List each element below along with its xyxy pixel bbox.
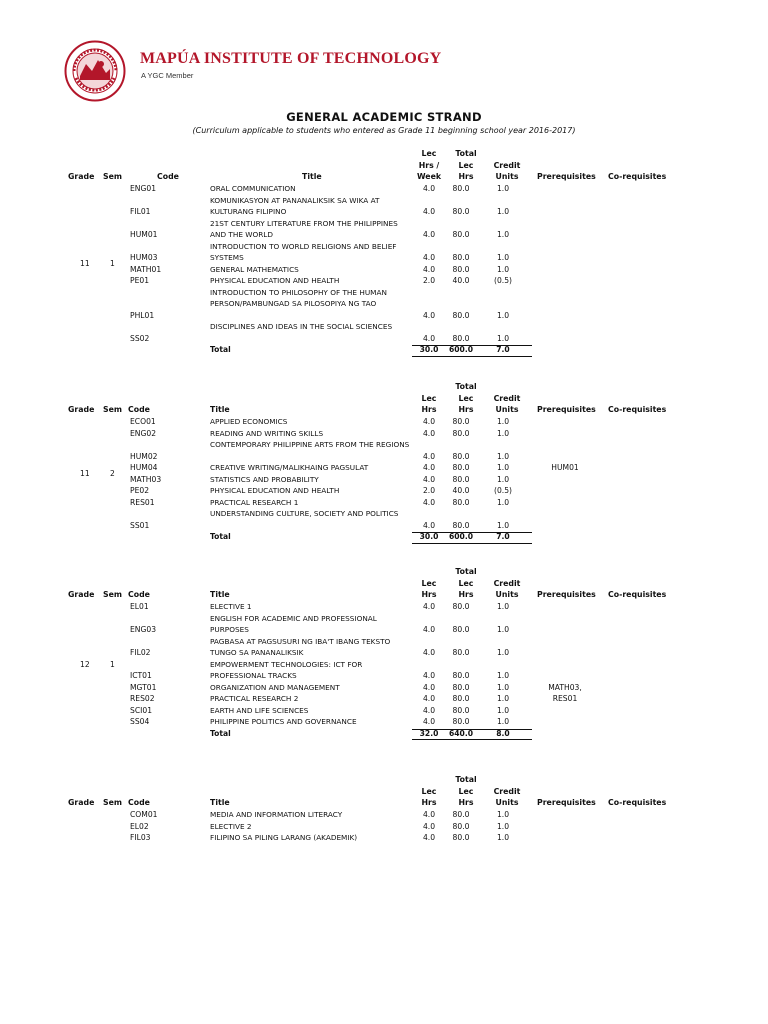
course-title: ORGANIZATION AND MANAGEMENT bbox=[210, 682, 340, 692]
semester-value: 1 bbox=[110, 659, 115, 669]
course-code: ENG02 bbox=[130, 428, 157, 438]
total-lec-hours: 80.0 bbox=[452, 497, 470, 507]
course-code: MGT01 bbox=[130, 682, 157, 692]
institution-name: MAPÚA INSTITUTE OF TECHNOLOGY bbox=[140, 50, 442, 67]
credit-units: 1.0 bbox=[496, 451, 510, 461]
course-code: FIL02 bbox=[130, 648, 151, 657]
grade-value: 12 bbox=[80, 659, 90, 669]
course-title: STATISTICS AND PROBABILITY bbox=[210, 474, 319, 484]
credit-units: 1.0 bbox=[496, 310, 510, 320]
course-title: CREATIVE WRITING/MALIKHAING PAGSULAT bbox=[210, 463, 369, 472]
lec-hours: 4.0 bbox=[422, 682, 436, 692]
column-header-total-lec-hrs: Lec bbox=[458, 578, 474, 588]
credit-units: 1.0 bbox=[496, 184, 510, 193]
total-lec-hours: 80.0 bbox=[452, 207, 470, 216]
course-code: FIL03 bbox=[130, 833, 151, 842]
course-code: ENG03 bbox=[130, 625, 157, 634]
lec-hours: 4.0 bbox=[422, 428, 436, 438]
total-lec-hours: 80.0 bbox=[452, 705, 470, 715]
course-title: UNDERSTANDING CULTURE, SOCIETY AND POLITICS bbox=[210, 509, 399, 518]
lec-hours: 4.0 bbox=[422, 463, 436, 472]
lec-hours: 4.0 bbox=[422, 451, 436, 461]
lec-hours: 4.0 bbox=[422, 497, 436, 507]
column-header-prerequisites: Prerequisites bbox=[537, 172, 596, 181]
total-lec-hours: 80.0 bbox=[452, 821, 470, 831]
column-header-code: Code bbox=[128, 590, 150, 599]
column-header-credit-units: Credit bbox=[493, 393, 521, 403]
course-code: ENG01 bbox=[130, 184, 157, 193]
course-title: PRACTICAL RESEARCH 2 bbox=[210, 694, 299, 703]
credit-units: 1.0 bbox=[496, 497, 510, 507]
grade-value: 11 bbox=[80, 468, 90, 478]
column-header-sem: Sem bbox=[103, 172, 123, 181]
course-title: GENERAL MATHEMATICS bbox=[210, 264, 299, 274]
total-rule-top bbox=[412, 532, 532, 533]
total-lec-hours: 80.0 bbox=[452, 602, 470, 611]
column-header-corequisites: Co-requisites bbox=[608, 590, 667, 599]
credit-units: (0.5) bbox=[493, 276, 512, 285]
column-header-sem: Sem bbox=[103, 798, 123, 807]
course-title: READING AND WRITING SKILLS bbox=[210, 428, 324, 438]
credit-units: 1.0 bbox=[496, 428, 510, 438]
total-lec-hours: 80.0 bbox=[452, 625, 470, 634]
credit-units: 1.0 bbox=[496, 264, 510, 274]
column-header-total-lec-hrs: Total bbox=[455, 775, 477, 784]
document-title: GENERAL ACADEMIC STRAND bbox=[286, 110, 482, 124]
column-header-code: Code bbox=[128, 798, 150, 807]
course-title: ORAL COMMUNICATION bbox=[210, 184, 296, 193]
grade-value: 11 bbox=[80, 258, 90, 268]
lec-hours: 4.0 bbox=[422, 821, 436, 831]
total-rule-top bbox=[412, 345, 532, 346]
lec-hours: 4.0 bbox=[422, 717, 436, 726]
document-subtitle: (Curriculum applicable to students who entered as Grade 11 beginning school year 2016-2017) bbox=[192, 126, 576, 135]
total-lec-hours-sum: 30.0 bbox=[419, 532, 439, 541]
semester-value: 1 bbox=[110, 258, 115, 268]
total-lec-hours-sum: 32.0 bbox=[419, 728, 439, 738]
total-lec-hours: 80.0 bbox=[452, 833, 470, 842]
total-lec-hours: 80.0 bbox=[452, 671, 470, 680]
lec-hours: 4.0 bbox=[422, 694, 436, 703]
credit-units: 1.0 bbox=[496, 821, 510, 831]
column-header-code: Code bbox=[128, 405, 150, 414]
lec-hours: 4.0 bbox=[422, 625, 436, 634]
course-code: RES01 bbox=[130, 497, 155, 507]
column-header-corequisites: Co-requisites bbox=[608, 172, 667, 181]
column-header-grade: Grade bbox=[68, 405, 95, 414]
column-header-lec-hrs: Hrs bbox=[421, 590, 437, 599]
course-title: MEDIA AND INFORMATION LITERACY bbox=[210, 810, 343, 819]
column-header-credit-units: Credit bbox=[493, 160, 521, 170]
column-header-grade: Grade bbox=[68, 798, 95, 807]
credit-units: 1.0 bbox=[496, 648, 510, 657]
lec-hours: 4.0 bbox=[422, 474, 436, 484]
credit-units: 1.0 bbox=[496, 417, 510, 426]
credit-units: 1.0 bbox=[496, 682, 510, 692]
lec-hours: 4.0 bbox=[422, 184, 436, 193]
credit-units: 1.0 bbox=[496, 230, 510, 239]
total-credit-units-sum: 7.0 bbox=[496, 532, 510, 541]
course-code: SCI01 bbox=[130, 705, 153, 715]
column-header-total-lec-hrs: Hrs bbox=[458, 590, 474, 599]
course-title: INTRODUCTION TO PHILOSOPHY OF THE HUMAN PERSON/PAMBUNGAD SA PILOSOPIYA NG TAO bbox=[210, 287, 387, 308]
lec-hours: 2.0 bbox=[422, 486, 436, 495]
column-header-total-lec-hrs: Hrs bbox=[458, 798, 474, 807]
course-code: ICT01 bbox=[130, 671, 152, 680]
column-header-total-lec-hrs: Total bbox=[455, 382, 477, 391]
total-lec-hours: 80.0 bbox=[452, 520, 470, 530]
credit-units: 1.0 bbox=[496, 625, 510, 634]
course-code: HUM02 bbox=[130, 451, 158, 461]
course-title: PRACTICAL RESEARCH 1 bbox=[210, 497, 299, 507]
column-header-lec-hrs: Hrs bbox=[421, 798, 437, 807]
course-code: COM01 bbox=[130, 810, 158, 819]
total-hours-sum: 640.0 bbox=[448, 728, 474, 738]
credit-units: 1.0 bbox=[496, 253, 510, 262]
lec-hours: 4.0 bbox=[422, 253, 436, 262]
total-hours-sum: 600.0 bbox=[448, 345, 474, 354]
column-header-total-lec-hrs: Hrs bbox=[458, 172, 474, 181]
column-header-title: Title bbox=[210, 405, 230, 414]
total-lec-hours: 80.0 bbox=[452, 428, 470, 438]
column-header-grade: Grade bbox=[68, 172, 95, 181]
lec-hours: 4.0 bbox=[422, 602, 436, 611]
total-lec-hours: 80.0 bbox=[452, 717, 470, 726]
course-title: ELECTIVE 2 bbox=[210, 821, 252, 831]
total-lec-hours: 80.0 bbox=[452, 474, 470, 484]
lec-hours: 4.0 bbox=[422, 648, 436, 657]
lec-hours: 4.0 bbox=[422, 520, 436, 530]
lec-hours: 4.0 bbox=[422, 810, 436, 819]
column-header-title: Title bbox=[302, 172, 322, 181]
column-header-credit-units: Units bbox=[495, 172, 519, 181]
total-label: Total bbox=[210, 532, 231, 541]
course-title: ENGLISH FOR ACADEMIC AND PROFESSIONAL PURPOSES bbox=[210, 613, 377, 634]
column-header-total-lec-hrs: Total bbox=[455, 149, 477, 158]
total-rule-bottom bbox=[412, 739, 532, 740]
total-lec-hours: 80.0 bbox=[452, 253, 470, 262]
column-header-credit-units: Units bbox=[495, 590, 519, 599]
institution-subtitle: A YGC Member bbox=[141, 71, 194, 80]
course-title: APPLIED ECONOMICS bbox=[210, 417, 288, 426]
total-credit-units-sum: 7.0 bbox=[496, 345, 510, 354]
column-header-prerequisites: Prerequisites bbox=[537, 405, 596, 414]
course-code: ECO01 bbox=[130, 417, 156, 426]
course-title: DISCIPLINES AND IDEAS IN THE SOCIAL SCIENCES bbox=[210, 322, 393, 331]
column-header-total-lec-hrs: Lec bbox=[458, 160, 474, 170]
column-header-credit-units: Units bbox=[495, 405, 519, 414]
prerequisites: MATH03, RES01 bbox=[548, 682, 582, 703]
column-header-lec-hrs-week: Lec bbox=[421, 149, 437, 158]
course-title: 21ST CENTURY LITERATURE FROM THE PHILIPPINES AND THE WORLD bbox=[210, 218, 398, 239]
credit-units: 1.0 bbox=[496, 694, 510, 703]
total-credit-units-sum: 8.0 bbox=[496, 728, 510, 738]
total-lec-hours: 80.0 bbox=[452, 682, 470, 692]
total-lec-hours: 80.0 bbox=[452, 264, 470, 274]
institution-seal-icon bbox=[64, 40, 126, 102]
credit-units: 1.0 bbox=[496, 810, 510, 819]
column-header-lec-hrs: Lec bbox=[421, 786, 437, 796]
total-rule-bottom bbox=[412, 543, 532, 544]
lec-hours: 4.0 bbox=[422, 417, 436, 426]
course-code: SS04 bbox=[130, 717, 150, 726]
column-header-sem: Sem bbox=[103, 405, 123, 414]
total-lec-hours: 80.0 bbox=[452, 184, 470, 193]
column-header-total-lec-hrs: Hrs bbox=[458, 405, 474, 414]
course-title: PHYSICAL EDUCATION AND HEALTH bbox=[210, 276, 340, 285]
course-title: EMPOWERMENT TECHNOLOGIES: ICT FOR PROFESSIONAL TRACKS bbox=[210, 659, 363, 680]
credit-units: 1.0 bbox=[496, 671, 510, 680]
course-title: ELECTIVE 1 bbox=[210, 602, 252, 611]
column-header-title: Title bbox=[210, 798, 230, 807]
course-title: KOMUNIKASYON AT PANANALIKSIK SA WIKA AT KULTURANG FILIPINO bbox=[210, 195, 380, 216]
total-hours-sum: 600.0 bbox=[448, 532, 474, 541]
course-title: FILIPINO SA PILING LARANG (AKADEMIK) bbox=[210, 833, 358, 842]
credit-units: 1.0 bbox=[496, 717, 510, 726]
credit-units: 1.0 bbox=[496, 474, 510, 484]
course-code: MATH03 bbox=[130, 474, 162, 484]
credit-units: 1.0 bbox=[496, 833, 510, 842]
total-lec-hours: 80.0 bbox=[452, 230, 470, 239]
credit-units: 1.0 bbox=[496, 207, 510, 216]
course-title: EARTH AND LIFE SCIENCES bbox=[210, 705, 309, 715]
prerequisites: HUM01 bbox=[551, 463, 579, 472]
lec-hours: 4.0 bbox=[422, 310, 436, 320]
letterhead bbox=[64, 40, 544, 102]
course-code: RES02 bbox=[130, 694, 155, 703]
total-lec-hours: 80.0 bbox=[452, 694, 470, 703]
course-code: FIL01 bbox=[130, 207, 151, 216]
course-code: EL02 bbox=[130, 821, 149, 831]
total-lec-hours-sum: 30.0 bbox=[419, 345, 439, 354]
course-title: PHILIPPINE POLITICS AND GOVERNANCE bbox=[210, 717, 357, 726]
total-lec-hours: 80.0 bbox=[452, 463, 470, 472]
course-code: EL01 bbox=[130, 602, 149, 611]
lec-hours: 4.0 bbox=[422, 207, 436, 216]
column-header-lec-hrs-week: Week bbox=[416, 172, 442, 181]
lec-hours: 4.0 bbox=[422, 264, 436, 274]
total-lec-hours: 40.0 bbox=[452, 486, 470, 495]
course-code: HUM04 bbox=[130, 463, 158, 472]
course-code: MATH01 bbox=[130, 264, 162, 274]
credit-units: 1.0 bbox=[496, 602, 510, 611]
column-header-credit-units: Units bbox=[495, 798, 519, 807]
total-lec-hours: 80.0 bbox=[452, 310, 470, 320]
column-header-lec-hrs: Hrs bbox=[421, 405, 437, 414]
column-header-corequisites: Co-requisites bbox=[608, 798, 667, 807]
credit-units: 1.0 bbox=[496, 705, 510, 715]
total-lec-hours: 80.0 bbox=[452, 333, 470, 343]
column-header-lec-hrs: Lec bbox=[421, 578, 437, 588]
credit-units: 1.0 bbox=[496, 520, 510, 530]
column-header-lec-hrs: Lec bbox=[421, 393, 437, 403]
credit-units: 1.0 bbox=[496, 463, 510, 472]
total-lec-hours: 80.0 bbox=[452, 417, 470, 426]
lec-hours: 4.0 bbox=[422, 230, 436, 239]
total-lec-hours: 80.0 bbox=[452, 648, 470, 657]
column-header-credit-units: Credit bbox=[493, 786, 521, 796]
course-title: PHYSICAL EDUCATION AND HEALTH bbox=[210, 486, 340, 495]
lec-hours: 2.0 bbox=[422, 276, 436, 285]
credit-units: (0.5) bbox=[493, 486, 512, 495]
column-header-grade: Grade bbox=[68, 590, 95, 599]
course-title: CONTEMPORARY PHILIPPINE ARTS FROM THE REGIONS bbox=[210, 440, 410, 449]
lec-hours: 4.0 bbox=[422, 833, 436, 842]
column-header-lec-hrs-week: Hrs / bbox=[418, 160, 440, 170]
column-header-prerequisites: Prerequisites bbox=[537, 590, 596, 599]
course-code: HUM01 bbox=[130, 230, 158, 239]
total-label: Total bbox=[210, 728, 231, 738]
course-code: SS02 bbox=[130, 333, 150, 343]
course-code: PHL01 bbox=[130, 310, 155, 320]
credit-units: 1.0 bbox=[496, 333, 510, 343]
total-label: Total bbox=[210, 345, 231, 354]
lec-hours: 4.0 bbox=[422, 333, 436, 343]
total-rule-bottom bbox=[412, 356, 532, 357]
column-header-credit-units: Credit bbox=[493, 578, 521, 588]
column-header-total-lec-hrs: Lec bbox=[458, 786, 474, 796]
column-header-total-lec-hrs: Lec bbox=[458, 393, 474, 403]
column-header-corequisites: Co-requisites bbox=[608, 405, 667, 414]
column-header-prerequisites: Prerequisites bbox=[537, 798, 596, 807]
total-lec-hours: 40.0 bbox=[452, 276, 470, 285]
total-lec-hours: 80.0 bbox=[452, 451, 470, 461]
course-title: INTRODUCTION TO WORLD RELIGIONS AND BELIEF SYSTEMS bbox=[210, 241, 397, 262]
course-code: PE02 bbox=[130, 486, 150, 495]
lec-hours: 4.0 bbox=[422, 671, 436, 680]
column-header-sem: Sem bbox=[103, 590, 123, 599]
column-header-total-lec-hrs: Total bbox=[455, 567, 477, 576]
course-code: PE01 bbox=[130, 276, 150, 285]
semester-value: 2 bbox=[110, 468, 115, 478]
course-code: HUM03 bbox=[130, 253, 158, 262]
course-title: PAGBASA AT PAGSUSURI NG IBA'T IBANG TEKSTO TUNGO SA PANANALIKSIK bbox=[210, 636, 391, 657]
course-code: SS01 bbox=[130, 520, 150, 530]
column-header-code: Code bbox=[157, 172, 179, 181]
lec-hours: 4.0 bbox=[422, 705, 436, 715]
column-header-title: Title bbox=[210, 590, 230, 599]
total-rule-top bbox=[412, 729, 532, 730]
total-lec-hours: 80.0 bbox=[452, 810, 470, 819]
